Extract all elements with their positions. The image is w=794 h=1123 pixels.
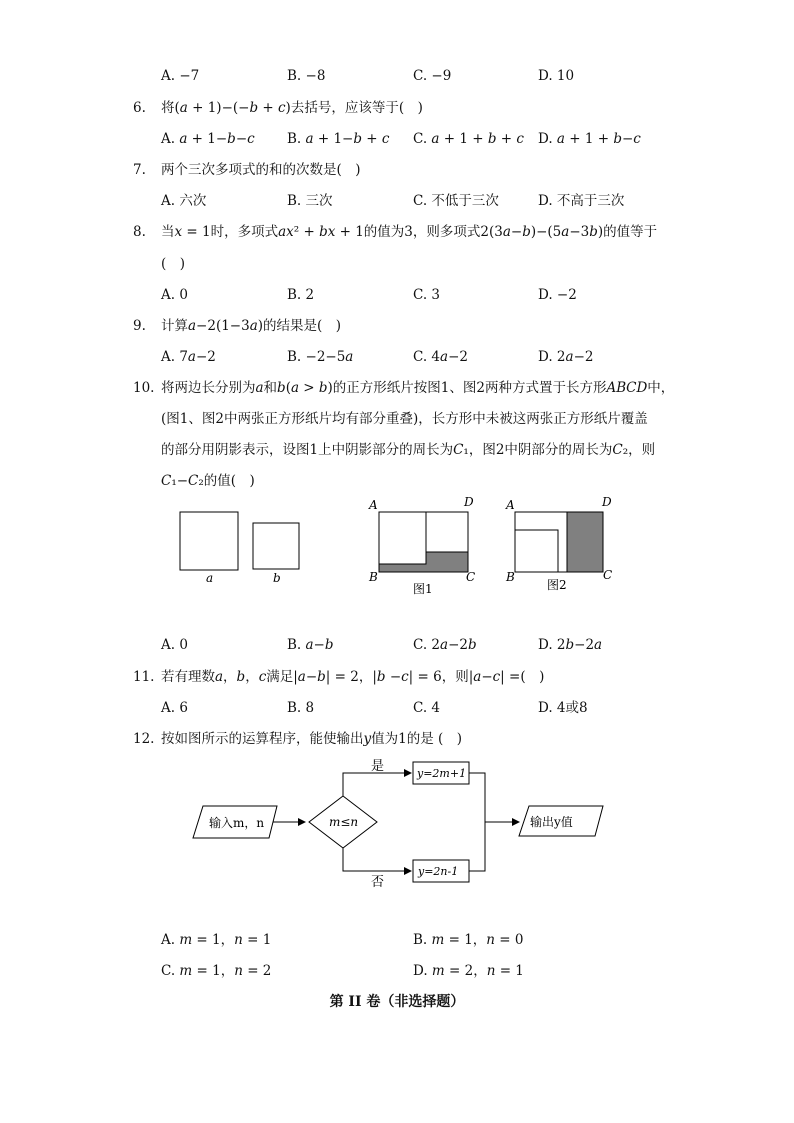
q9-number: 9.: [133, 318, 146, 334]
figure-2-shaded-region: [567, 512, 603, 572]
q8-option-a: A. 0: [161, 287, 188, 303]
figure-2-label-b: B: [506, 570, 515, 584]
flow-condition-text: m≤n: [329, 815, 359, 829]
flow-no-label: 否: [371, 875, 385, 890]
q12-option-b: B. 𝑚 = 1，𝑛 = 0: [413, 932, 524, 948]
square-b-label: b: [273, 571, 281, 585]
figure-1: [368, 495, 475, 596]
q5-option-b: B. −8: [287, 68, 326, 84]
q9-option-a: A. 7𝑎−2: [161, 349, 216, 365]
q11-option-d: D. 4或8: [538, 700, 588, 716]
q10-stem-line-3: 的部分用阴影表示，设图1上中阴影部分的周长为𝐶₁，图2中阴部分的周长为𝐶₂，则: [161, 442, 656, 458]
q11-option-c: C. 4: [413, 700, 441, 716]
flow-output-text: 输出y值: [530, 815, 573, 829]
q8-option-d: D. −2: [538, 287, 577, 303]
figure-1-shaded-region: [379, 552, 468, 572]
q11-number: 11.: [133, 669, 155, 685]
q9-option-b: B. −2−5𝑎: [287, 349, 354, 365]
q11-option-a: A. 6: [161, 700, 188, 716]
q10-option-c: C. 2𝑎−2𝑏: [413, 637, 477, 653]
q12-option-c: C. 𝑚 = 1，𝑛 = 2: [161, 963, 272, 979]
q8-option-b: B. 2: [287, 287, 315, 303]
flow-bottom-text: y=2n-1: [418, 865, 459, 878]
q7-option-b: B. 三次: [287, 193, 333, 209]
q8-number: 8.: [133, 224, 146, 240]
q11-stem: 若有理数𝑎，𝑏，𝑐满足|𝑎−𝑏| = 2，|𝑏 −𝑐| = 6，则|𝑎−𝑐| =( ): [161, 669, 545, 685]
q7-stem: 两个三次多项式的和的次数是( ): [161, 162, 361, 178]
q12-option-d: D. 𝑚 = 2，𝑛 = 1: [413, 963, 524, 979]
q11-option-b: B. 8: [287, 700, 315, 716]
figure-1-label-b: B: [369, 570, 378, 584]
q8-option-c: C. 3: [413, 287, 441, 303]
q10-stem-line-2: (图1、图2中两张正方形纸片均有部分重叠)，长方形中未被这两张正方形纸片覆盖: [161, 411, 648, 427]
q7-option-c: C. 不低于三次: [413, 193, 499, 209]
flow-top-text: y=2m+1: [417, 767, 467, 780]
q9-option-c: C. 4𝑎−2: [413, 349, 468, 365]
q8-stem: 当𝑥 = 1时，多项式𝑎𝑥² + 𝑏𝑥 + 1的值为3，则多项式2(3𝑎−𝑏)−(5𝑎−3𝑏)的值等于: [161, 224, 658, 240]
q8-stem-continued: ( ): [161, 256, 186, 272]
figure-1-label-a: A: [369, 498, 378, 512]
q9-stem: 计算𝑎−2(1−3𝑎)的结果是( ): [161, 318, 342, 334]
figure-2-label-d: D: [602, 495, 612, 509]
q6-option-c: C. 𝑎 + 1 + 𝑏 + 𝑐: [413, 131, 524, 147]
q5-option-d: D. 10: [538, 68, 575, 84]
q10-option-a: A. 0: [161, 637, 188, 653]
square-a-label: a: [206, 571, 214, 585]
figure-2-label-c: C: [603, 568, 613, 582]
q10-stem-line-1: 将两边长分别为𝑎和𝑏(𝑎 > 𝑏)的正方形纸片按图1、图2两种方式置于长方形𝐴𝐵𝐶𝐷中，: [161, 380, 675, 396]
figure-2: [505, 495, 612, 592]
q6-number: 6.: [133, 100, 146, 116]
flow-yes-label: 是: [371, 759, 385, 774]
q10-option-d: D. 2𝑏−2𝑎: [538, 637, 603, 653]
figure-1-label-c: C: [466, 570, 476, 584]
q6-option-b: B. 𝑎 + 1−𝑏 + 𝑐: [287, 131, 390, 147]
section-title: 第 II 卷（非选择题）: [329, 994, 465, 1010]
q5-option-c: C. −9: [413, 68, 452, 84]
q9-option-d: D. 2𝑎−2: [538, 349, 594, 365]
q12-stem: 按如图所示的运算程序，能使输出𝑦值为1的是 ( ): [161, 731, 463, 747]
figure-2-label-a: A: [506, 498, 515, 512]
q10-number: 10.: [133, 380, 155, 396]
q12-number: 12.: [133, 731, 155, 747]
q10-figures: [170, 492, 630, 602]
q7-option-d: D. 不高于三次: [538, 193, 625, 209]
q10-option-b: B. 𝑎−𝑏: [287, 637, 334, 653]
q10-stem-line-4: 𝐶₁−𝐶₂的值( ): [161, 473, 255, 489]
figure-1-caption: 图1: [413, 582, 433, 596]
square-a: [180, 512, 238, 570]
q12-flowchart: [185, 752, 625, 892]
q7-number: 7.: [133, 162, 146, 178]
q6-stem: 将(𝑎 + 1)−(−𝑏 + 𝑐)去括号，应该等于( ): [161, 100, 423, 116]
square-b: [253, 523, 299, 569]
q6-option-a: A. 𝑎 + 1−𝑏−𝑐: [161, 131, 255, 147]
flow-input-text: 输入m，n: [209, 816, 265, 830]
q5-option-a: A. −7: [161, 68, 200, 84]
q12-option-a: A. 𝑚 = 1，𝑛 = 1: [161, 932, 272, 948]
q6-option-d: D. 𝑎 + 1 + 𝑏−𝑐: [538, 131, 641, 147]
figure-2-caption: 图2: [547, 578, 567, 592]
q7-option-a: A. 六次: [161, 193, 207, 209]
figure-1-label-d: D: [464, 495, 474, 509]
